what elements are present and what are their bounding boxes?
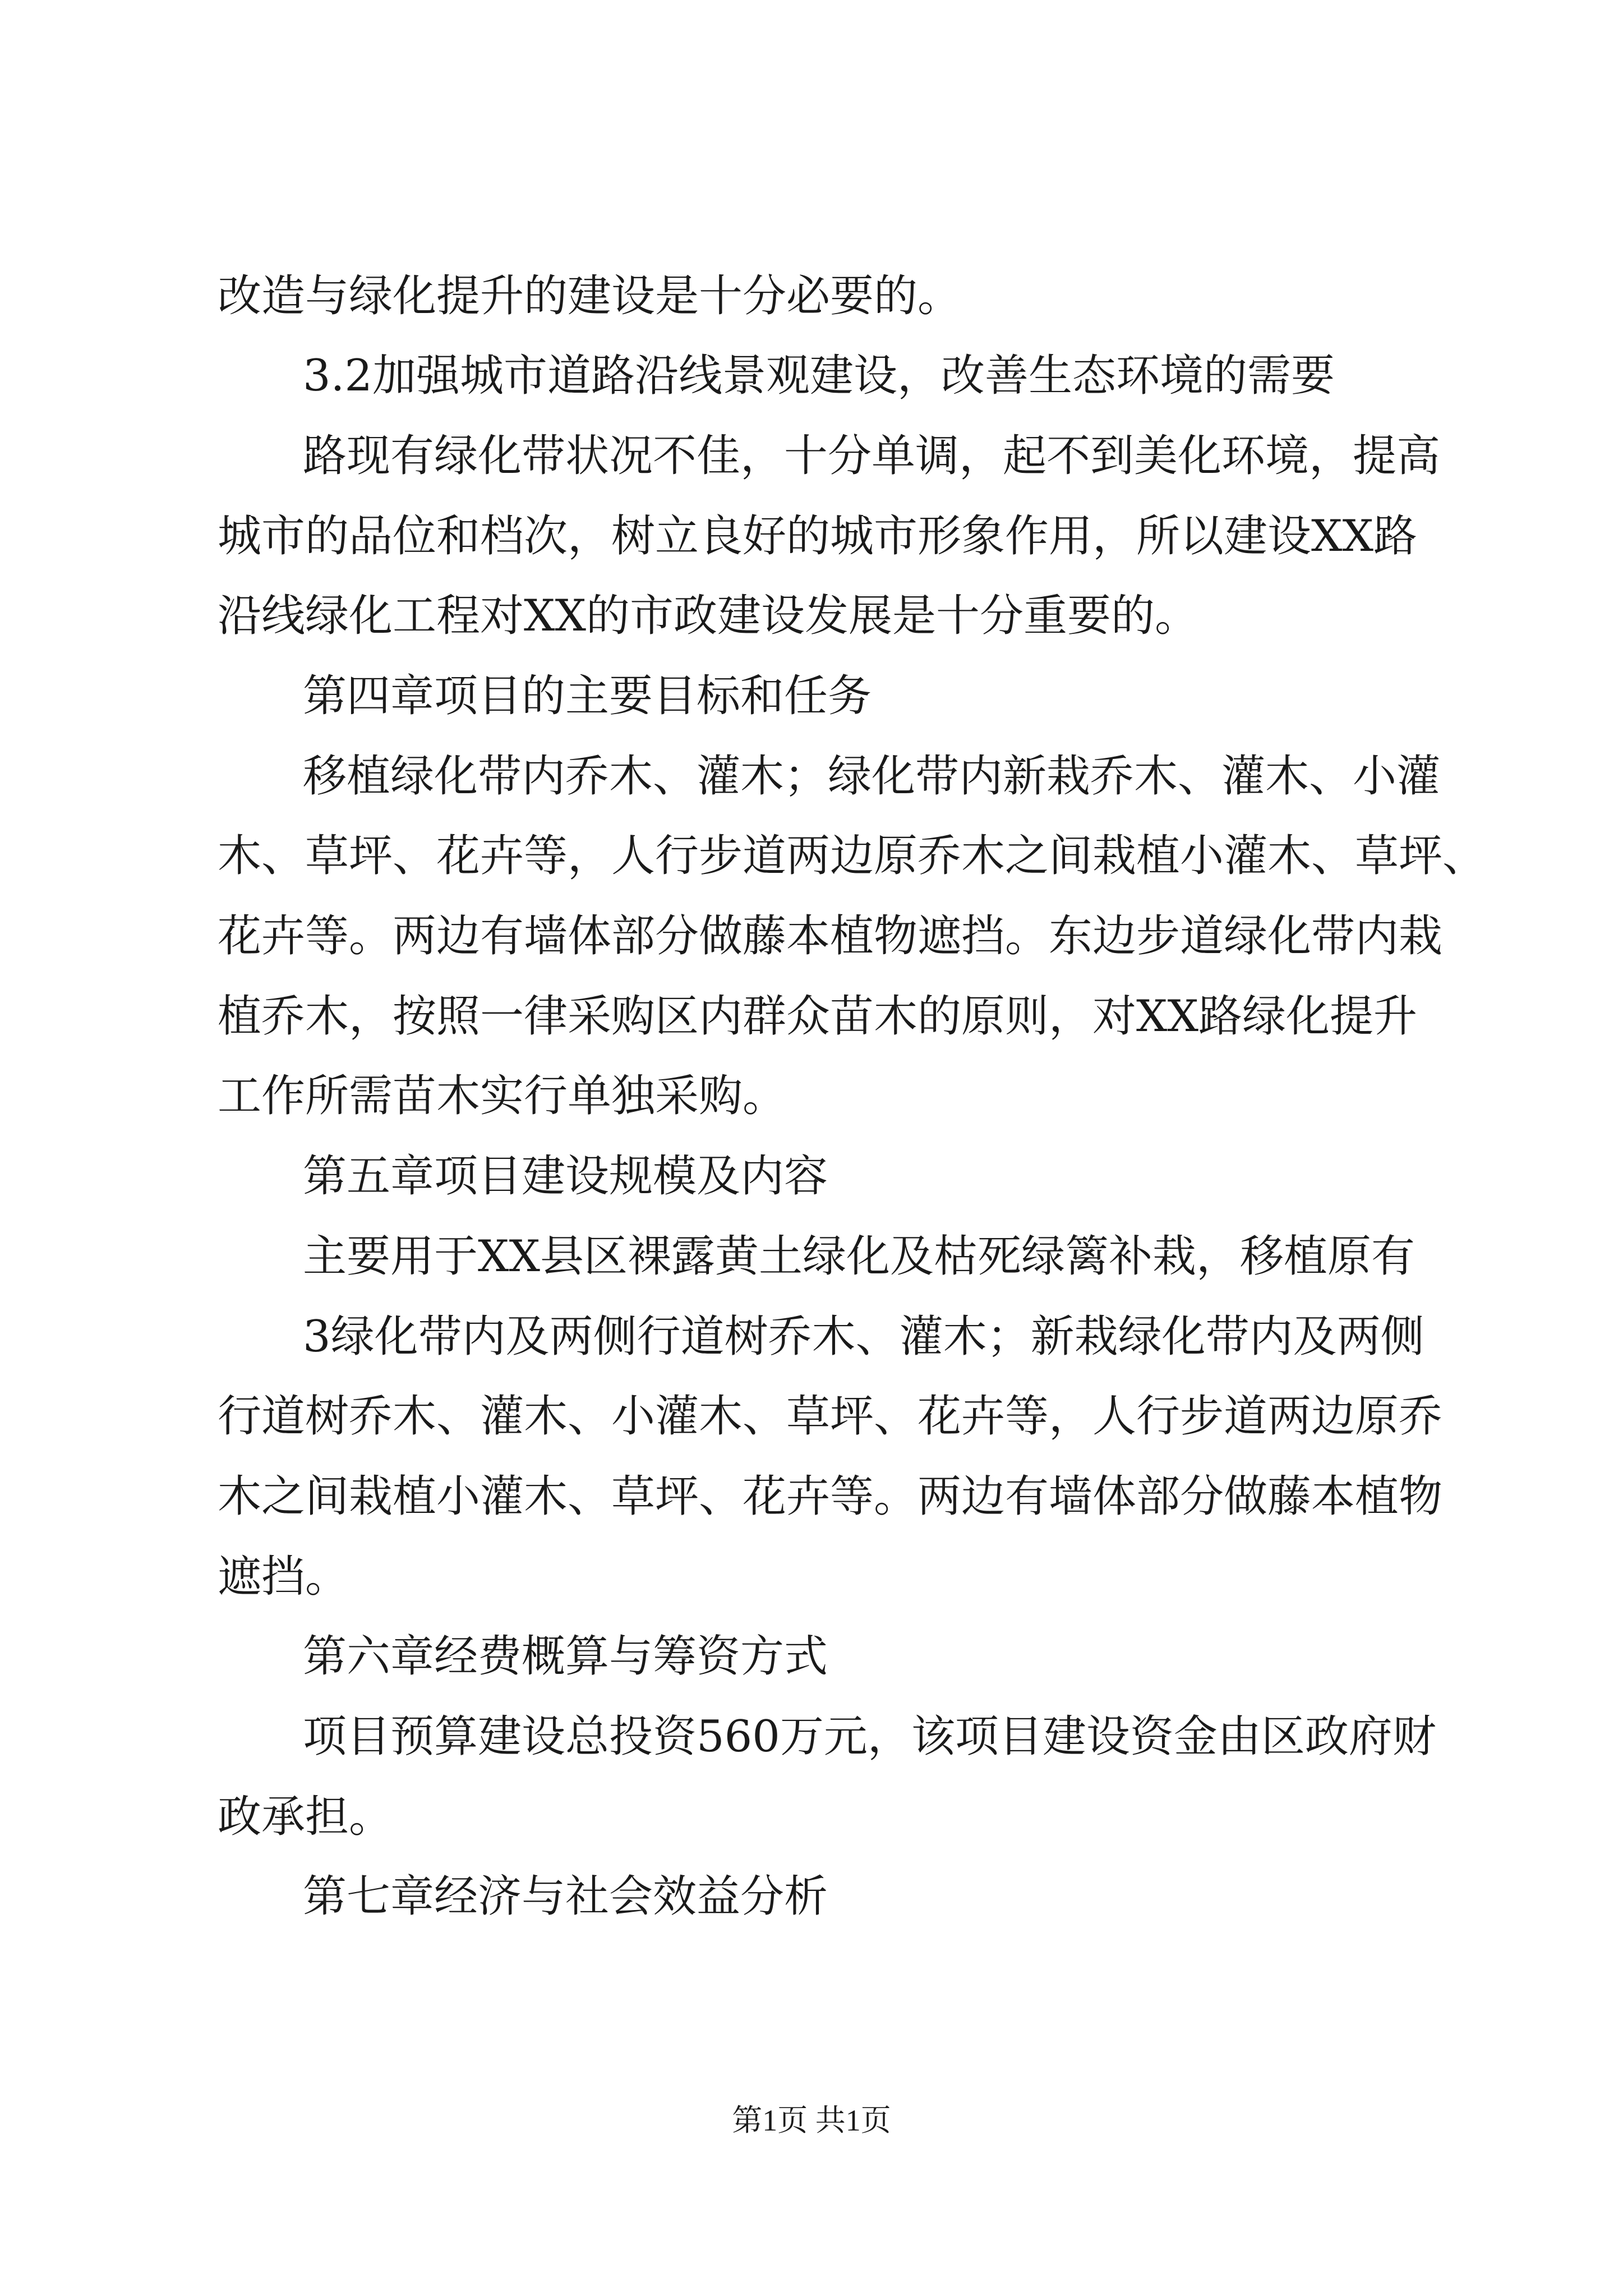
body-line: 花卉等。两边有墙体部分做藤本植物遮挡。东边步道绿化带内栽 xyxy=(218,911,1443,961)
chapter-heading: 第五章项目建设规模及内容 xyxy=(303,1151,828,1202)
body-line: 木、草坪、花卉等，人行步道两边原乔木之间栽植小灌木、草坪、 xyxy=(218,831,1487,881)
body-line: 改造与绿化提升的建设是十分必要的。 xyxy=(218,271,962,321)
body-line: 城市的品位和档次，树立良好的城市形象作用，所以建设XX路 xyxy=(218,511,1418,562)
body-line: 行道树乔木、灌木、小灌木、草坪、花卉等，人行步道两边原乔 xyxy=(218,1391,1443,1442)
body-line: 木之间栽植小灌木、草坪、花卉等。两边有墙体部分做藤本植物 xyxy=(218,1471,1443,1522)
page-number-footer: 第1页 共1页 xyxy=(732,2104,891,2137)
body-line: 3绿化带内及两侧行道树乔木、灌木；新栽绿化带内及两侧 xyxy=(303,1312,1424,1362)
body-line: 项目预算建设总投资560万元，该项目建设资金由区政府财 xyxy=(303,1711,1436,1762)
chapter-heading: 第四章项目的主要目标和任务 xyxy=(303,671,872,721)
chapter-heading: 第七章经济与社会效益分析 xyxy=(303,1871,828,1922)
body-line: 路现有绿化带状况不佳，十分单调，起不到美化环境，提高 xyxy=(303,431,1441,481)
body-line: 主要用于XX县区裸露黄土绿化及枯死绿篱补栽，移植原有 xyxy=(303,1231,1415,1282)
body-line: 植乔木，按照一律采购区内群众苗木的原则，对XX路绿化提升 xyxy=(218,991,1418,1042)
section-heading: 3.2加强城市道路沿线景观建设，改善生态环境的需要 xyxy=(303,351,1335,401)
chapter-heading: 第六章经费概算与筹资方式 xyxy=(303,1631,828,1682)
body-line: 工作所需苗木实行单独采购。 xyxy=(218,1071,787,1121)
body-line: 遮挡。 xyxy=(218,1552,349,1602)
body-line: 政承担。 xyxy=(218,1792,393,1842)
body-line: 移植绿化带内乔木、灌木；绿化带内新栽乔木、灌木、小灌 xyxy=(303,751,1441,802)
body-line: 沿线绿化工程对XX的市政建设发展是十分重要的。 xyxy=(218,591,1199,641)
